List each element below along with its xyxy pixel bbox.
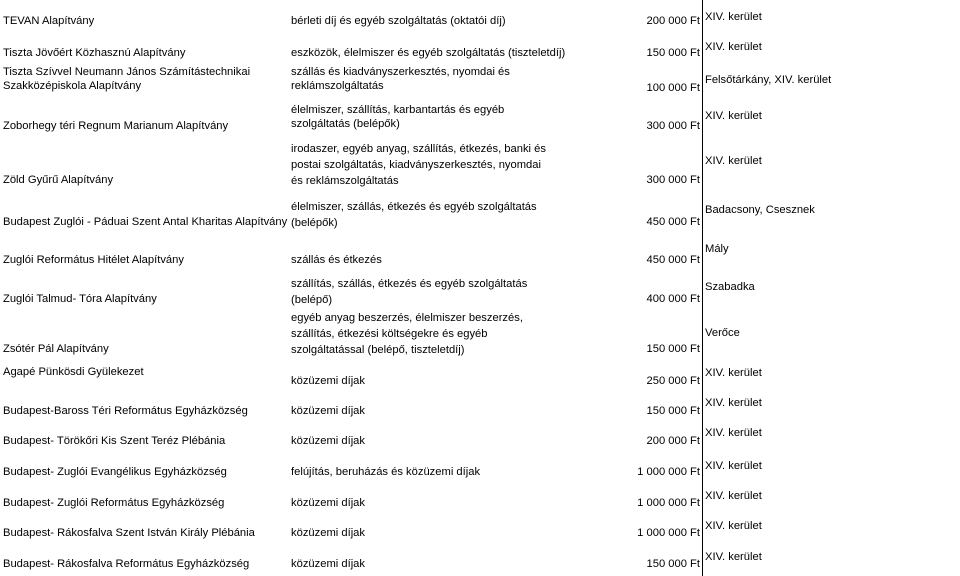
grant-amount: 450 000 Ft bbox=[646, 254, 700, 266]
org-name: Zuglói Református Hitélet Alapítvány bbox=[3, 254, 184, 266]
grant-purpose: közüzemi díjak bbox=[291, 405, 365, 417]
table-row bbox=[0, 194, 960, 236]
org-name: Agapé Pünkösdi Gyülekezet bbox=[3, 366, 144, 378]
table-row bbox=[0, 138, 960, 194]
org-name: Zsótér Pál Alapítvány bbox=[3, 343, 109, 355]
grant-location: XIV. kerület bbox=[705, 490, 762, 502]
grant-amount: 1 000 000 Ft bbox=[637, 527, 700, 539]
grant-location: XIV. kerület bbox=[705, 397, 762, 409]
org-name: Budapest Zuglói - Páduai Szent Antal Kharitas Alapítvány bbox=[3, 216, 288, 228]
grant-amount: 300 000 Ft bbox=[646, 120, 700, 132]
grant-purpose: élelmiszer, szállítás, karbantartás és egyéb szolgáltatás (belépők) bbox=[291, 104, 505, 130]
grant-location: XIV. kerület bbox=[705, 427, 762, 439]
table-row bbox=[0, 0, 960, 44]
table-row bbox=[0, 236, 960, 272]
grant-purpose: eszközök, élelmiszer és egyéb szolgáltatás (tiszteletdíj) bbox=[291, 47, 566, 59]
grant-amount: 450 000 Ft bbox=[646, 216, 700, 228]
grant-purpose: közüzemi díjak bbox=[291, 435, 365, 447]
grant-location: XIV. kerület bbox=[705, 460, 762, 472]
grant-location: XIV. kerület bbox=[705, 551, 762, 563]
grant-amount: 150 000 Ft bbox=[646, 405, 700, 417]
grant-location: Badacsony, Csesznek bbox=[705, 204, 815, 216]
org-name: Tiszta Jövőért Közhasznú Alapítvány bbox=[3, 47, 186, 59]
grant-amount: 1 000 000 Ft bbox=[637, 497, 700, 509]
table-row bbox=[0, 394, 960, 424]
grant-purpose: szállítás, szállás, étkezés és egyéb szolgáltatás (belépő) bbox=[291, 278, 528, 306]
org-name: Zuglói Talmud- Tóra Alapítvány bbox=[3, 293, 157, 305]
grant-purpose: élelmiszer, szállás, étkezés és egyéb szolgáltatás (belépők) bbox=[291, 201, 537, 229]
grant-amount: 1 000 000 Ft bbox=[637, 466, 700, 478]
grant-purpose: közüzemi díjak bbox=[291, 558, 365, 570]
grant-purpose: közüzemi díjak bbox=[291, 497, 365, 509]
org-name: Tiszta Szívvel Neumann János Számítástechnikai Szakközépiskola Alapítvány bbox=[3, 66, 251, 92]
grant-amount: 300 000 Ft bbox=[646, 174, 700, 186]
grant-location: XIV. kerület bbox=[705, 367, 762, 379]
grant-amount: 150 000 Ft bbox=[646, 343, 700, 355]
grant-amount: 150 000 Ft bbox=[646, 558, 700, 570]
grant-location: Szabadka bbox=[705, 281, 755, 293]
grant-location: Felsőtárkány, XIV. kerület bbox=[705, 74, 832, 86]
grant-purpose: felújítás, beruházás és közüzemi díjak bbox=[291, 466, 481, 478]
table-row bbox=[0, 308, 960, 358]
table-row bbox=[0, 456, 960, 486]
table-row bbox=[0, 424, 960, 456]
table-row bbox=[0, 546, 960, 576]
grant-amount: 250 000 Ft bbox=[646, 375, 700, 387]
table-row bbox=[0, 272, 960, 308]
table-row bbox=[0, 358, 960, 394]
org-name: Budapest- Rákosfalva Református Egyházközség bbox=[3, 558, 250, 570]
grant-location: XIV. kerület bbox=[705, 11, 762, 23]
org-name: Zöld Gyűrű Alapítvány bbox=[3, 174, 114, 186]
grant-amount: 200 000 Ft bbox=[646, 435, 700, 447]
grant-amount: 150 000 Ft bbox=[646, 47, 700, 59]
org-name: Budapest- Törökőri Kis Szent Teréz Plébánia bbox=[3, 435, 226, 447]
table-row bbox=[0, 41, 960, 64]
org-name: TEVAN Alapítvány bbox=[3, 15, 95, 27]
table-row bbox=[0, 516, 960, 546]
grant-amount: 400 000 Ft bbox=[646, 293, 700, 305]
grant-amount: 100 000 Ft bbox=[646, 82, 700, 94]
table-row bbox=[0, 64, 960, 102]
grant-purpose: szállás és étkezés bbox=[291, 254, 382, 266]
grant-location: XIV. kerület bbox=[705, 110, 762, 122]
org-name: Budapest- Zuglói Evangélikus Egyházközség bbox=[3, 466, 227, 478]
grant-purpose: bérleti díj és egyéb szolgáltatás (oktatói díj) bbox=[291, 15, 506, 27]
grant-purpose: közüzemi díjak bbox=[291, 527, 365, 539]
table-row bbox=[0, 486, 960, 516]
grant-purpose: szállás és kiadványszerkesztés, nyomdai és reklámszolgáltatás bbox=[291, 66, 510, 92]
grant-location: XIV. kerület bbox=[705, 155, 762, 167]
grant-location: XIV. kerület bbox=[705, 520, 762, 532]
org-name: Budapest- Zuglói Református Egyházközség bbox=[3, 497, 225, 509]
org-name: Budapest- Rákosfalva Szent István Király Plébánia bbox=[3, 527, 255, 539]
org-name: Zoborhegy téri Regnum Marianum Alapítvány bbox=[3, 120, 229, 132]
table-row bbox=[0, 102, 960, 138]
grant-location: Verőce bbox=[705, 327, 740, 339]
grant-location: Mály bbox=[705, 243, 729, 255]
grant-purpose: egyéb anyag beszerzés, élelmiszer beszerzés, szállítás, étkezési költségekre és egyéb szolgáltatással (belépő, tiszteletdíj) bbox=[291, 312, 523, 356]
grant-purpose: közüzemi díjak bbox=[291, 375, 365, 387]
grant-amount: 200 000 Ft bbox=[646, 15, 700, 27]
grant-location: XIV. kerület bbox=[705, 41, 762, 53]
grant-purpose: irodaszer, egyéb anyag, szállítás, étkezés, banki és postai szolgáltatás, kiadványszerkesztés, nyomdai és reklámszolgáltatás bbox=[291, 143, 546, 187]
org-name: Budapest-Baross Téri Református Egyházközség bbox=[3, 405, 248, 417]
